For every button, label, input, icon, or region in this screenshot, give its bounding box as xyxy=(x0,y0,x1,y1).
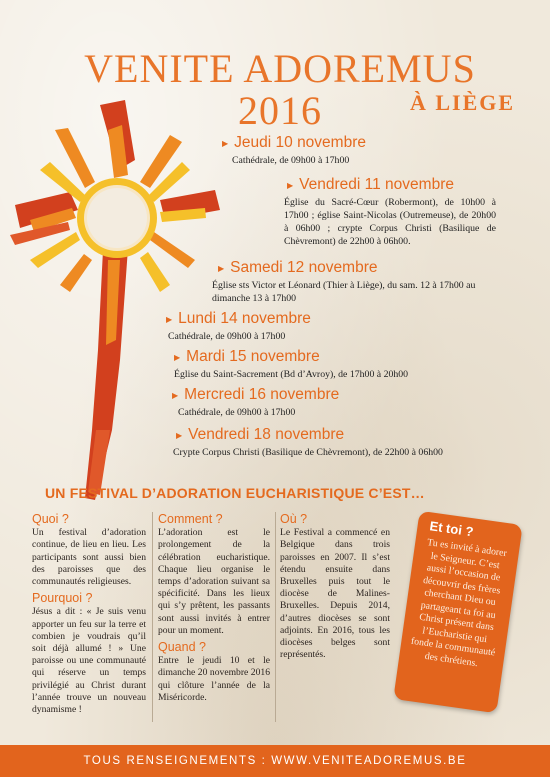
triangle-right-icon: ▶ xyxy=(174,352,181,362)
page-subtitle: À LIÈGE xyxy=(410,90,516,115)
event-date: Vendredi 11 novembre xyxy=(299,176,454,193)
event-place: Église du Saint-Sacrement (Bd d’Avroy), de 17h00 à 20h00 xyxy=(174,369,409,380)
pourquoi-heading: Pourquoi ? xyxy=(32,591,93,606)
column-ou xyxy=(280,513,390,665)
column-quoi xyxy=(32,513,146,720)
event-item xyxy=(222,134,492,167)
event-place: Crypte Corpus Christi (Basilique de Chèvremont), de 22h00 à 06h00 xyxy=(173,447,443,458)
event-item xyxy=(212,259,478,305)
event-place: Cathédrale, de 09h00 à 17h00 xyxy=(232,155,350,166)
comment-text: L’adoration est le prolongement de la célébration eucharistique. Chaque lieu organise le temps d’adoration suivant sa spécificité. Dans les lieux qui s’y prêtent, les passants sont aussi invités à entrer pour un moment. xyxy=(158,527,270,636)
triangle-right-icon: ▶ xyxy=(166,314,173,324)
quoi-heading: Quoi ? xyxy=(32,512,69,526)
et-toi-heading: Et toi ? xyxy=(428,518,475,540)
ou-text: Le Festival a commencé en Belgique dans trois paroisses en 2007. Il s’est étendu ensuite dans Bruxelles puis tout le diocèse de Malines-Bruxelles. Depuis 2014, d’autres diocèses se sont adjoints. En 2016, tous les diocèses belges sont représentés. xyxy=(280,527,390,661)
triangle-right-icon: ▶ xyxy=(222,138,229,148)
quoi-text: Un festival d’adoration continue, de lieu en lieu. Les participants sont aussi bien des paroisses que des communautés religieuses. xyxy=(32,527,146,588)
event-date: Lundi 14 novembre xyxy=(178,310,311,327)
event-date: Jeudi 10 novembre xyxy=(234,134,366,151)
section-title: UN FESTIVAL D’ADORATION EUCHARISTIQUE C’EST… xyxy=(45,485,425,501)
event-item xyxy=(173,426,513,459)
event-date: Mercredi 16 novembre xyxy=(184,386,340,403)
page-title: VENITE ADOREMUS 2016 xyxy=(84,46,476,133)
event-date: Mardi 15 novembre xyxy=(186,348,320,365)
event-item xyxy=(174,348,474,381)
column-divider xyxy=(152,512,153,722)
et-toi-text: Tu es invité à adorer le Seigneur. C’est aussi l’occasion de découvrir des frères cherchant Dieu ou partageant ta foi au Christ présent dans l’Eucharistie qui fonde la communauté des chrétiens. xyxy=(410,537,508,669)
event-place: Église sts Victor et Léonard (Thier à Liège), du sam. 12 à 17h00 au dimanche 13 à 17h00 xyxy=(212,280,476,304)
sun-disc xyxy=(77,178,157,258)
event-date: Samedi 12 novembre xyxy=(230,259,378,276)
event-item xyxy=(166,310,438,343)
event-item xyxy=(172,386,448,419)
event-place: Église du Sacré-Cœur (Robermont), de 10h00 à 17h00 ; église Saint-Nicolas (Outremeuse), de 20h00 à 06h00 ; crypte Corpus Christi (Basilique de Chèvremont) de 22h00 à 06h00. xyxy=(284,197,496,247)
pourquoi-text: Jésus a dit : « Je suis venu apporter un feu sur la terre et combien je voudrais qu’il soit déjà allumé ! » Une paroisse ou une communauté qui réserve un temps privilégié au Christ durant l’année trouve un nouveau dynamisme ! xyxy=(32,606,146,716)
comment-heading: Comment ? xyxy=(158,512,223,526)
quand-text: Entre le jeudi 10 et le dimanche 20 novembre 2016 qui clôture l’année de la Miséricorde. xyxy=(158,655,270,703)
triangle-right-icon: ▶ xyxy=(172,390,179,400)
triangle-right-icon: ▶ xyxy=(287,180,294,190)
event-date: Vendredi 18 novembre xyxy=(188,426,345,443)
event-place: Cathédrale, de 09h00 à 17h00 xyxy=(168,331,286,342)
event-place: Cathédrale, de 09h00 à 17h00 xyxy=(178,407,296,418)
column-divider xyxy=(275,512,276,722)
footer-banner: TOUS RENSEIGNEMENTS : WWW.VENITEADOREMUS.BE xyxy=(0,745,550,777)
triangle-right-icon: ▶ xyxy=(218,263,225,273)
quand-heading: Quand ? xyxy=(158,640,206,655)
event-item xyxy=(284,176,496,248)
ou-heading: Où ? xyxy=(280,512,308,526)
triangle-right-icon: ▶ xyxy=(176,430,183,440)
column-comment xyxy=(158,513,270,708)
